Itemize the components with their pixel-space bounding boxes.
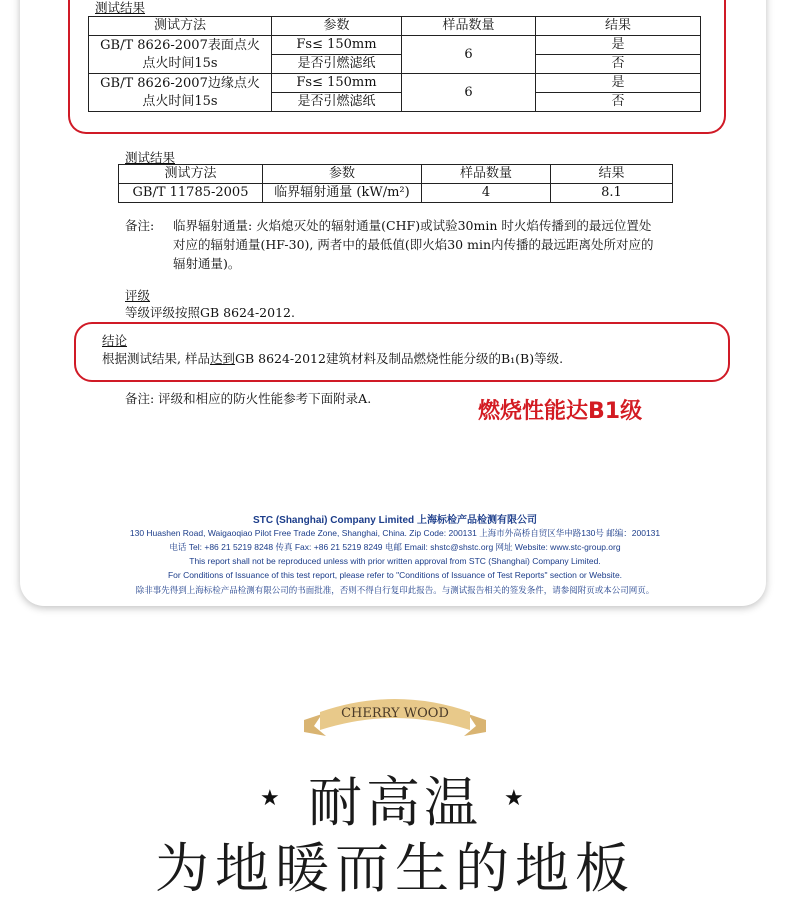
footer-reproduction-note: This report shall not be reproduced unless with prior written approval from STC (Shanghai) Company Limited. <box>189 556 601 566</box>
note1-text: 临界辐射通量: 火焰熄灭处的辐射通量(CHF)或试验30min 时火焰传播到的最远位置处 对应的辐射通量(HF-30), 两者中的最低值(即火焰30 min内传播的最远距离处所对应的 辐射通量)。 <box>173 218 654 271</box>
star-icon: ★ <box>504 786 524 811</box>
table-cell-count: 6 <box>402 36 536 74</box>
table-cell-result: 8.1 <box>551 184 673 203</box>
table1-header-row <box>89 17 701 36</box>
table2 <box>118 164 673 203</box>
table-cell-param: Fs≤ 150mm <box>272 36 402 55</box>
table-cell-param: 是否引燃滤纸 <box>272 55 402 74</box>
table-cell-method: GB/T 8626-2007表面点火 点火时间15s <box>89 36 272 74</box>
footer-address: 130 Huashen Road, Waigaoqiao Pilot Free Trade Zone, Shanghai, China. Zip Code: 200131 上海市外高桥自贸区华申路130号 邮编：200131 <box>129 528 661 538</box>
table-cell-param: 临界辐射通量 (kW/m²) <box>263 184 422 203</box>
conclusion-title: 结论 <box>102 333 128 348</box>
table-header: 结果 <box>551 165 673 184</box>
footer-conditions-note: For Conditions of Issuance of this test report, please refer to "Conditions of Issuance of Test Reports" section or Website. <box>167 570 623 580</box>
section-subtitle: 为地暖而生的地板 <box>155 837 635 900</box>
note2-text: 备注: 评级和相应的防火性能参考下面附录A. <box>125 391 372 406</box>
table-cell-result: 是 <box>536 36 701 55</box>
table-cell-count: 6 <box>402 74 536 112</box>
table-cell-method: GB/T 11785-2005 <box>119 184 263 203</box>
table2-header-row <box>119 165 673 184</box>
star-icon: ★ <box>260 786 280 811</box>
section1-title: 测试结果 <box>95 0 146 15</box>
table-row <box>89 36 701 55</box>
table-cell-result: 否 <box>536 55 701 74</box>
table-header: 样品数量 <box>402 17 536 36</box>
b1-callout: 燃烧性能达B1级 <box>478 399 643 424</box>
rating-text: 等级评级按照GB 8624-2012. <box>125 305 295 320</box>
footer-contact: 电话 Tel: +86 21 5219 8248 传真 Fax: +86 21 5219 8249 电邮 Email: shstc@shstc.org 网址 Website: www.stc-group.org <box>169 542 621 552</box>
cherry-wood-ribbon <box>300 690 490 746</box>
table-cell-result: 是 <box>536 74 701 93</box>
table1 <box>88 16 701 112</box>
section2-title: 测试结果 <box>125 150 176 165</box>
table-header: 测试方法 <box>89 17 272 36</box>
ribbon-label: CHERRY WOOD <box>341 706 449 721</box>
table-row <box>119 184 673 203</box>
table-header: 参数 <box>263 165 422 184</box>
section-title: 耐高温 <box>308 771 482 834</box>
table-cell-param: Fs≤ 150mm <box>272 74 402 93</box>
note1-label: 备注: <box>125 218 155 233</box>
table-header: 测试方法 <box>119 165 263 184</box>
table-header: 参数 <box>272 17 402 36</box>
table-cell-result: 否 <box>536 93 701 112</box>
footer-company: STC (Shanghai) Company Limited 上海标检产品检测有限公司 <box>253 515 537 526</box>
table-cell-method: GB/T 8626-2007边缘点火 点火时间15s <box>89 74 272 112</box>
conclusion-text: 根据测试结果, 样品达到GB 8624-2012建筑材料及制品燃烧性能分级的B₁(B)等级. <box>102 351 564 366</box>
table-header: 结果 <box>536 17 701 36</box>
table-header: 样品数量 <box>422 165 551 184</box>
table-cell-param: 是否引燃滤纸 <box>272 93 402 112</box>
rating-title: 评级 <box>125 288 151 303</box>
table-row <box>89 74 701 93</box>
footer-chinese-note: 除非事先得到上海标检产品检测有限公司的书面批准，否则不得自行复印此报告。与测试报告相关的签发条件，请参阅附页或本公司网页。 <box>135 585 655 595</box>
table-cell-count: 4 <box>422 184 551 203</box>
